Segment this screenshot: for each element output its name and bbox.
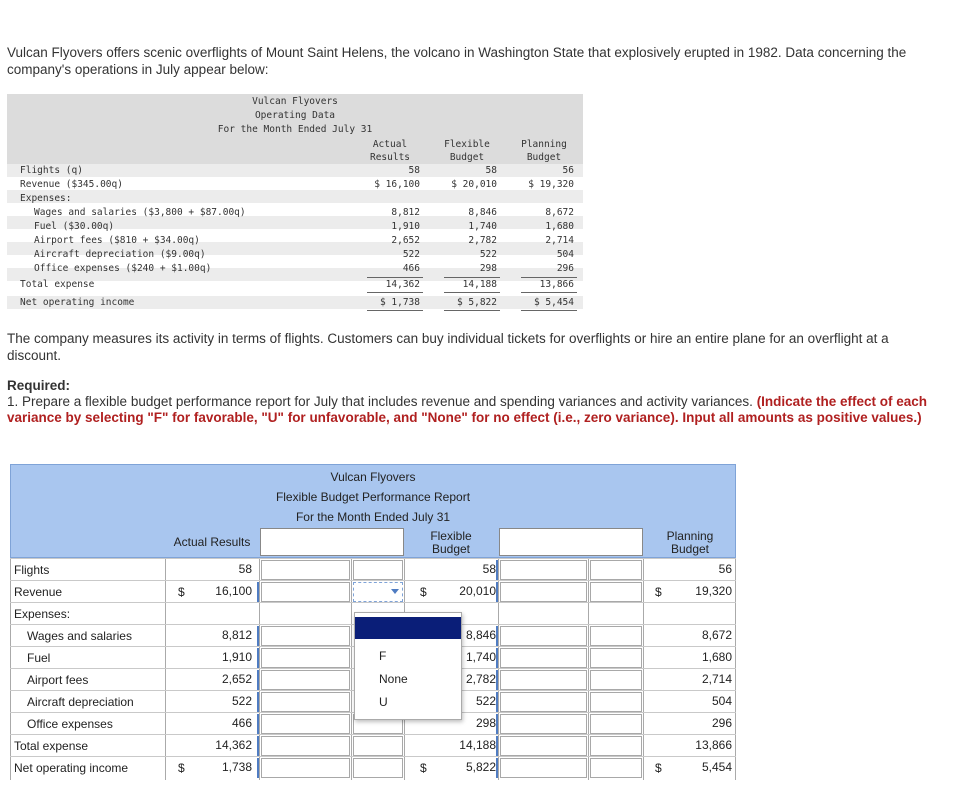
noi-plan-dollar: $ — [655, 761, 662, 775]
op-row-actual: 1,910 — [391, 221, 420, 232]
depreciation-activity-variance-select[interactable] — [590, 692, 642, 712]
op-row-actual: 14,362 — [385, 279, 420, 290]
required-section — [7, 378, 937, 426]
op-col-actual — [350, 138, 430, 164]
op-col-actual-line2: Results — [369, 152, 411, 163]
row-label-wages: Wages and salaries — [27, 629, 132, 643]
office-flex: 298 — [475, 716, 496, 730]
op-title-2: Operating Data — [254, 110, 336, 121]
report-title-3: For the Month Ended July 31 — [295, 510, 451, 524]
table-row — [10, 580, 736, 602]
op-col-plan-line2: Budget — [526, 152, 562, 163]
col-header-flex-line1: Flexible — [430, 529, 472, 543]
noi-spending-variance-select[interactable] — [353, 758, 403, 778]
col-header-flex-line2: Budget — [431, 542, 471, 556]
office-activity-variance-input[interactable] — [500, 714, 587, 734]
op-col-plan-line1: Planning — [521, 139, 567, 150]
noi-actual: 1,738 — [221, 760, 252, 774]
fuel-spending-variance-input[interactable] — [261, 648, 350, 668]
op-row-plan: 13,866 — [539, 279, 574, 290]
col-header-plan-line2: Budget — [670, 542, 710, 556]
op-row-label: Flights (q) — [20, 165, 83, 176]
op-row-plan: 2,714 — [545, 235, 574, 246]
row-label-flights: Flights — [14, 563, 50, 577]
op-row-actual: 522 — [402, 249, 420, 260]
depreciation-plan: 504 — [711, 694, 732, 708]
airport-activity-variance-input[interactable] — [500, 670, 587, 690]
wages-plan: 8,672 — [701, 628, 732, 642]
required-heading: Required: — [7, 378, 71, 393]
operating-data-table — [7, 94, 583, 314]
flights-actual: 58 — [238, 562, 252, 576]
depreciation-spending-variance-input[interactable] — [261, 692, 350, 712]
table-row — [10, 558, 736, 580]
noi-flex: 5,822 — [465, 760, 496, 774]
op-row-label: Total expense — [20, 279, 95, 290]
op-row-actual: 8,812 — [391, 207, 420, 218]
flights-plan: 56 — [718, 562, 732, 576]
op-row-plan: $ 19,320 — [528, 179, 574, 190]
flights-variance-input[interactable] — [500, 560, 587, 580]
airport-flex: 2,782 — [465, 672, 496, 686]
wages-spending-variance-input[interactable] — [261, 626, 350, 646]
op-row-plan: 56 — [562, 165, 574, 176]
row-label-depreciation: Aircraft depreciation — [27, 695, 134, 709]
op-col-flex-line2: Budget — [449, 152, 485, 163]
noi-activity-variance-input[interactable] — [500, 758, 587, 778]
noi-activity-variance-select[interactable] — [590, 758, 642, 778]
op-row-flex: 58 — [485, 165, 497, 176]
depreciation-flex: 522 — [475, 694, 496, 708]
op-row-plan: 296 — [556, 263, 574, 274]
revenue-spending-variance-select[interactable] — [353, 582, 403, 602]
revenue-plan: 19,320 — [695, 584, 732, 598]
fuel-activity-variance-select[interactable] — [590, 648, 642, 668]
fuel-activity-variance-input[interactable] — [500, 648, 587, 668]
table-row — [10, 756, 736, 778]
op-row-flex: $ 5,822 — [456, 297, 497, 308]
noi-plan: 5,454 — [701, 760, 732, 774]
wages-activity-variance-select[interactable] — [590, 626, 642, 646]
op-row-plan: 1,680 — [545, 221, 574, 232]
op-row-flex: 1,740 — [468, 221, 497, 232]
total-spending-variance-input[interactable] — [261, 736, 350, 756]
op-row-plan: $ 5,454 — [533, 297, 574, 308]
row-label-total: Total expense — [14, 739, 89, 753]
op-row-actual: 466 — [402, 263, 420, 274]
airport-actual: 2,652 — [221, 672, 252, 686]
table-row — [10, 734, 736, 756]
op-row-flex: 14,188 — [462, 279, 497, 290]
office-plan: 296 — [711, 716, 732, 730]
col-header-plan — [644, 530, 736, 556]
revenue-actual: 16,100 — [215, 584, 252, 598]
col-header-actual: Actual Results — [173, 535, 251, 549]
op-col-flex-line1: Flexible — [444, 139, 490, 150]
required-instruction: (Indicate the effect of each variance by selecting "F" for favorable, "U" for unfavorable, and "None" for no effect (i.e., zero variance). Input all amounts as positive values.) — [7, 394, 927, 425]
dropdown-option-blank[interactable] — [355, 617, 461, 639]
op-title-1: Vulcan Flyovers — [252, 96, 338, 107]
op-row-actual: 2,652 — [391, 235, 420, 246]
row-label-revenue: Revenue — [14, 585, 63, 599]
noi-spending-variance-input[interactable] — [261, 758, 350, 778]
office-spending-variance-input[interactable] — [261, 714, 350, 734]
airport-plan: 2,714 — [701, 672, 732, 686]
op-row-plan: 8,672 — [545, 207, 574, 218]
op-row-label: Aircraft depreciation ($9.00q) — [34, 249, 206, 260]
total-activity-variance-input[interactable] — [500, 736, 587, 756]
depreciation-activity-variance-input[interactable] — [500, 692, 587, 712]
revenue-flex: 20,010 — [459, 584, 496, 598]
total-spending-variance-select[interactable] — [353, 736, 403, 756]
op-row-label: Revenue ($345.00q) — [20, 179, 123, 190]
airport-spending-variance-input[interactable] — [261, 670, 350, 690]
op-col-flex — [427, 138, 507, 164]
report-title-2: Flexible Budget Performance Report — [275, 490, 471, 504]
chevron-down-icon[interactable] — [391, 589, 399, 594]
fuel-flex: 1,740 — [465, 650, 496, 664]
dropdown-option-none[interactable]: None — [379, 672, 408, 686]
flights-activity-variance-input[interactable] — [261, 560, 350, 580]
op-row-plan: 504 — [556, 249, 574, 260]
wages-activity-variance-input[interactable] — [500, 626, 587, 646]
row-label-noi: Net operating income — [14, 761, 129, 775]
op-row-label: Expenses: — [20, 193, 72, 204]
activity-paragraph: The company measures its activity in terms of flights. Customers can buy individual tickets for overflights or hire an entire plane for an overflight at a discount. — [7, 331, 889, 363]
total-actual: 14,362 — [215, 738, 252, 752]
op-row-label: Office expenses ($240 + $1.00q) — [34, 263, 212, 274]
revenue-flex-dollar: $ — [420, 585, 427, 599]
variance-dropdown-list[interactable] — [354, 612, 462, 720]
total-flex: 14,188 — [459, 738, 496, 752]
op-row-actual: $ 16,100 — [374, 179, 420, 190]
office-activity-variance-select[interactable] — [590, 714, 642, 734]
op-row-flex: 8,846 — [468, 207, 497, 218]
col-header-variance-2-input[interactable] — [499, 528, 643, 556]
total-activity-variance-select[interactable] — [590, 736, 642, 756]
op-row-flex: $ 20,010 — [451, 179, 497, 190]
op-row-label: Airport fees ($810 + $34.00q) — [34, 235, 200, 246]
revenue-plan-dollar: $ — [655, 585, 662, 599]
op-col-plan — [504, 138, 584, 164]
flights-variance-select[interactable] — [590, 560, 642, 580]
revenue-spending-variance-input[interactable] — [261, 582, 350, 602]
fuel-actual: 1,910 — [221, 650, 252, 664]
op-row-flex: 298 — [479, 263, 497, 274]
op-row-flex: 2,782 — [468, 235, 497, 246]
airport-activity-variance-select[interactable] — [590, 670, 642, 690]
revenue-activity-variance-select[interactable] — [590, 582, 642, 602]
depreciation-actual: 522 — [231, 694, 252, 708]
row-label-office: Office expenses — [27, 717, 113, 731]
row-label-expenses: Expenses: — [14, 607, 71, 621]
col-header-variance-1-input[interactable] — [260, 528, 404, 556]
flights-activity-variance-select[interactable] — [353, 560, 403, 580]
fuel-plan: 1,680 — [701, 650, 732, 664]
intro-text: Vulcan Flyovers offers scenic overflights of Mount Saint Helens, the volcano in Washington State that explosively erupted in 1982. Data concerning the company's operations in July appear below: — [7, 45, 907, 77]
op-row-label: Fuel ($30.00q) — [34, 221, 115, 232]
row-label-airport: Airport fees — [27, 673, 89, 687]
op-row-actual: $ 1,738 — [379, 297, 420, 308]
report-title-1: Vulcan Flyovers — [330, 470, 416, 484]
op-col-actual-line1: Actual — [372, 139, 408, 150]
revenue-actual-dollar: $ — [178, 585, 185, 599]
noi-flex-dollar: $ — [420, 761, 427, 775]
dropdown-option-u[interactable]: U — [379, 695, 388, 709]
noi-actual-dollar: $ — [178, 761, 185, 775]
required-text-block — [7, 394, 937, 426]
wages-flex: 8,846 — [465, 628, 496, 642]
flights-flex: 58 — [482, 562, 496, 576]
total-plan: 13,866 — [695, 738, 732, 752]
revenue-activity-variance-input[interactable] — [500, 582, 587, 602]
op-row-label: Net operating income — [20, 297, 135, 308]
op-row-flex: 522 — [479, 249, 497, 260]
dropdown-option-f[interactable]: F — [379, 649, 387, 663]
wages-actual: 8,812 — [221, 628, 252, 642]
required-text: 1. Prepare a flexible budget performance report for July that includes revenue and spending variances and activity variances. — [7, 394, 757, 409]
op-row-actual: 58 — [408, 165, 420, 176]
row-label-fuel: Fuel — [27, 651, 51, 665]
op-title-3: For the Month Ended July 31 — [217, 124, 373, 135]
op-row-label: Wages and salaries ($3,800 + $87.00q) — [34, 207, 246, 218]
col-header-plan-line1: Planning — [666, 529, 714, 543]
col-header-flex — [405, 530, 497, 556]
office-actual: 466 — [231, 716, 252, 730]
